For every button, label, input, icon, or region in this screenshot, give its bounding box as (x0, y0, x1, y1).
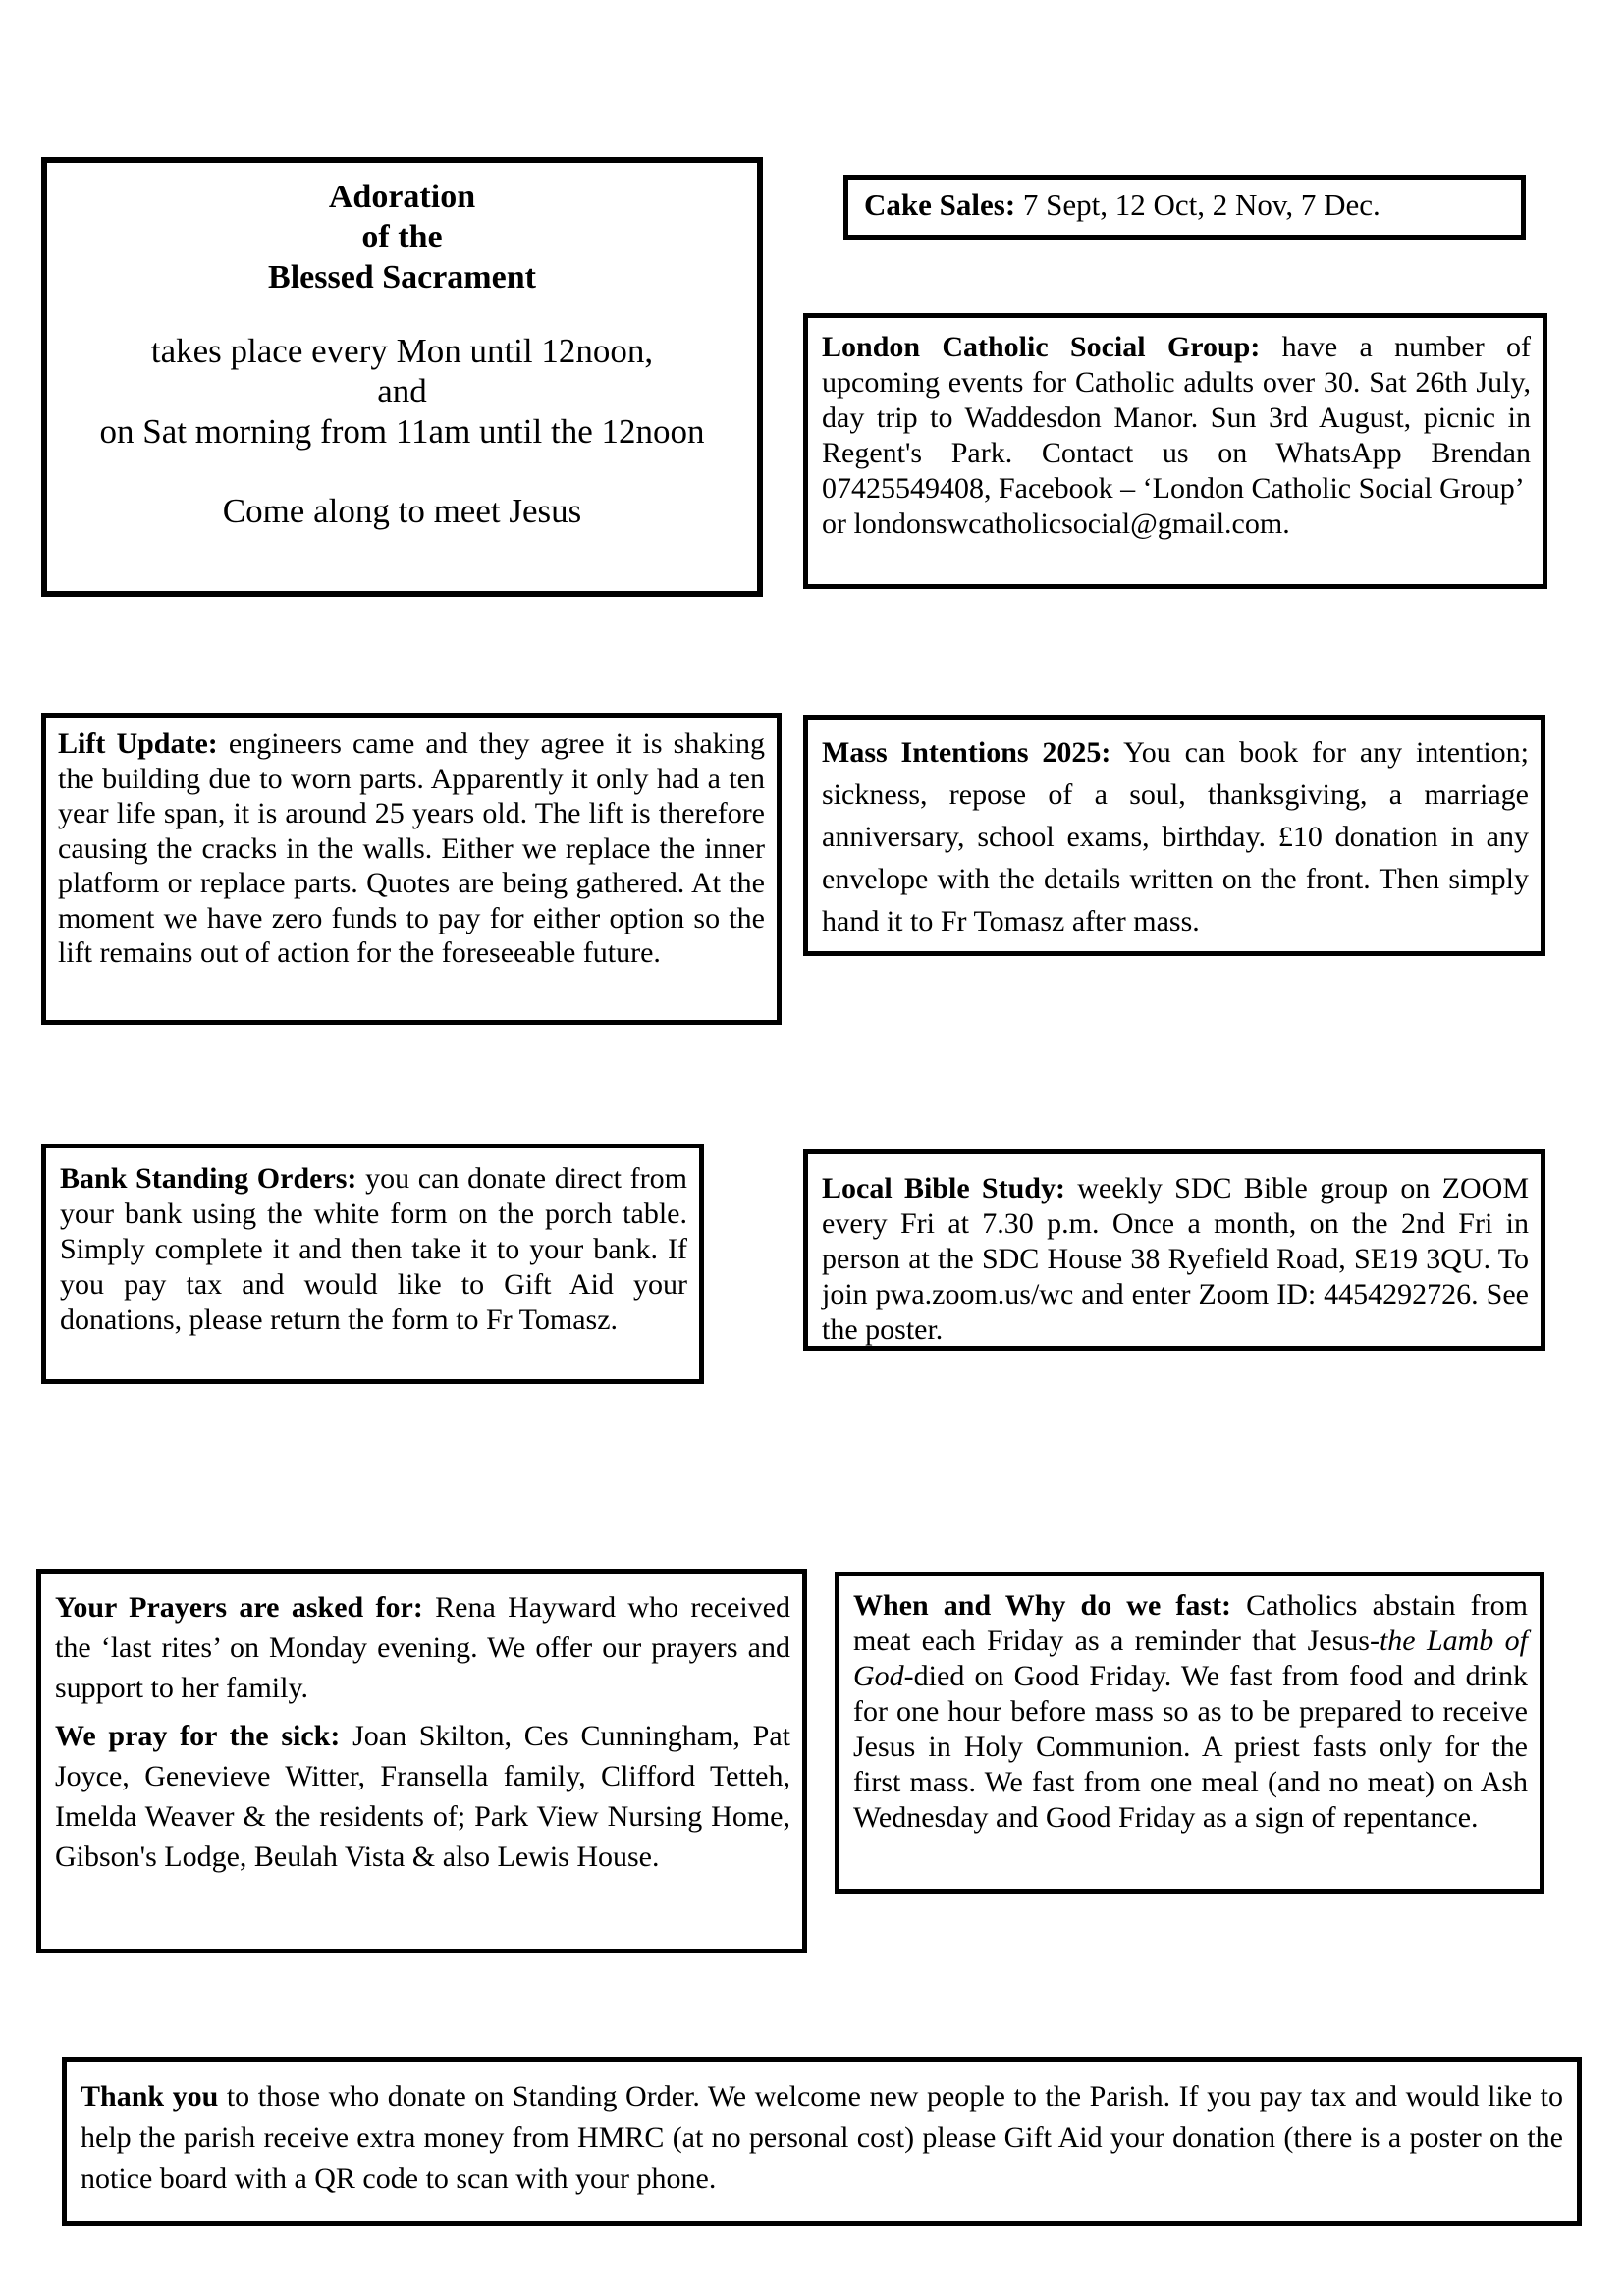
adoration-line1: takes place every Mon until 12noon, (150, 332, 654, 370)
social-group-email: or londonswcatholicsocial@gmail.com. (822, 507, 1290, 540)
prayers-heading: Your Prayers are asked for: (55, 1591, 423, 1624)
adoration-notice (41, 157, 763, 597)
fasting-body-a: Catholics abstain from meat each Friday as a reminder that Jesus- (853, 1589, 1528, 1657)
thank-you-notice (62, 2057, 1582, 2226)
cake-sales-notice (843, 175, 1526, 240)
lift-update-body: engineers came and they agree it is shaking the building due to worn parts. Apparently it only had a ten year life span, it is around 25 years old. The lift is therefore causing the cracks in the walls. Either we replace the inner platform or replace parts. Quotes are being gathered. At the moment we have zero funds to pay for either option so the lift remains out of action for the foreseeable future. (58, 727, 766, 969)
adoration-title-line3: Blessed Sacrament (268, 259, 536, 295)
prayers-request-paragraph (55, 1587, 790, 1708)
bible-study-notice (803, 1149, 1545, 1351)
standing-orders-notice (41, 1144, 704, 1384)
fasting-body-b: -died on Good Friday. We fast from food and drink for one hour before mass so as to be prepared to receive Jesus in Holy Communion. A priest fasts only for the first mass. We fast from one meal (and no meat) on Ash Wednesday and Good Friday as a sign of repentance. (853, 1660, 1528, 1834)
fasting-notice (835, 1572, 1544, 1894)
social-group-body: have a number of upcoming events for Catholic adults over 30. Sat 26th July, day trip to Waddesdon Manor. Sun 3rd August, picnic in Regent's Park. Contact us on WhatsApp Brendan 07425549408, Facebook – ‘London Catholic Social Group’ (822, 331, 1532, 505)
cake-sales-heading: Cake Sales: (864, 187, 1016, 222)
social-group-notice (803, 313, 1547, 589)
thank-you-body: to those who donate on Standing Order. We welcome new people to the Parish. If you pay tax and would like to help the parish receive extra money from HMRC (at no personal cost) please Gift Aid your donation (there is a poster on the notice board with a QR code to scan with your phone. (81, 2080, 1564, 2195)
adoration-line2: and (377, 372, 427, 410)
prayers-sick-paragraph (55, 1716, 790, 1877)
bible-study-heading: Local Bible Study: (822, 1172, 1065, 1204)
sick-heading: We pray for the sick: (55, 1720, 341, 1752)
sick-body: Joan Skilton, Ces Cunningham, Pat Joyce, Genevieve Witter, Fransella family, Clifford Tetteh, Imelda Weaver & the residents of; Park View Nursing Home, Gibson's Lodge, Beulah Vista & also Lewis House. (55, 1720, 790, 1873)
fasting-heading: When and Why do we fast: (853, 1589, 1232, 1622)
social-group-heading: London Catholic Social Group: (822, 331, 1261, 363)
adoration-schedule (47, 331, 757, 531)
prayers-body: Rena Hayward who received the ‘last rites’ on Monday evening. We offer our prayers and support to her family. (55, 1591, 790, 1704)
lift-update-heading: Lift Update: (58, 727, 218, 760)
adoration-title-line2: of the (361, 219, 443, 255)
adoration-line4: Come along to meet Jesus (222, 492, 582, 530)
adoration-line3: on Sat morning from 11am until the 12noon (99, 412, 705, 451)
adoration-title-line1: Adoration (328, 179, 476, 215)
standing-orders-heading: Bank Standing Orders: (60, 1162, 357, 1195)
thank-you-heading: Thank you (81, 2080, 219, 2112)
cake-sales-body: 7 Sept, 12 Oct, 2 Nov, 7 Dec. (1015, 187, 1380, 222)
adoration-title (47, 177, 757, 297)
fasting-body-italic: the Lamb of God (853, 1625, 1528, 1692)
prayers-notice (36, 1569, 807, 1953)
mass-intentions-heading: Mass Intentions 2025: (822, 736, 1111, 769)
social-group-paragraph (822, 330, 1531, 507)
standing-orders-body: you can donate direct from your bank using the white form on the porch table. Simply complete it and then take it to your bank. If you pay tax and would like to Gift Aid your donations, please return the form to Fr Tomasz. (60, 1162, 687, 1336)
bible-study-body: weekly SDC Bible group on ZOOM every Fri at 7.30 p.m. Once a month, on the 2nd Fri in person at the SDC House 38 Ryefield Road, SE19 3QU. To join pwa.zoom.us/wc and enter Zoom ID: 4454292726. See the poster. (822, 1172, 1529, 1346)
lift-update-notice (41, 713, 782, 1025)
mass-intentions-body: You can book for any intention; sickness, repose of a soul, thanksgiving, a marriage anniversary, school exams, birthday. £10 donation in any envelope with the details written on the front. Then simply hand it to Fr Tomasz after mass. (822, 736, 1529, 937)
mass-intentions-notice (803, 715, 1545, 956)
